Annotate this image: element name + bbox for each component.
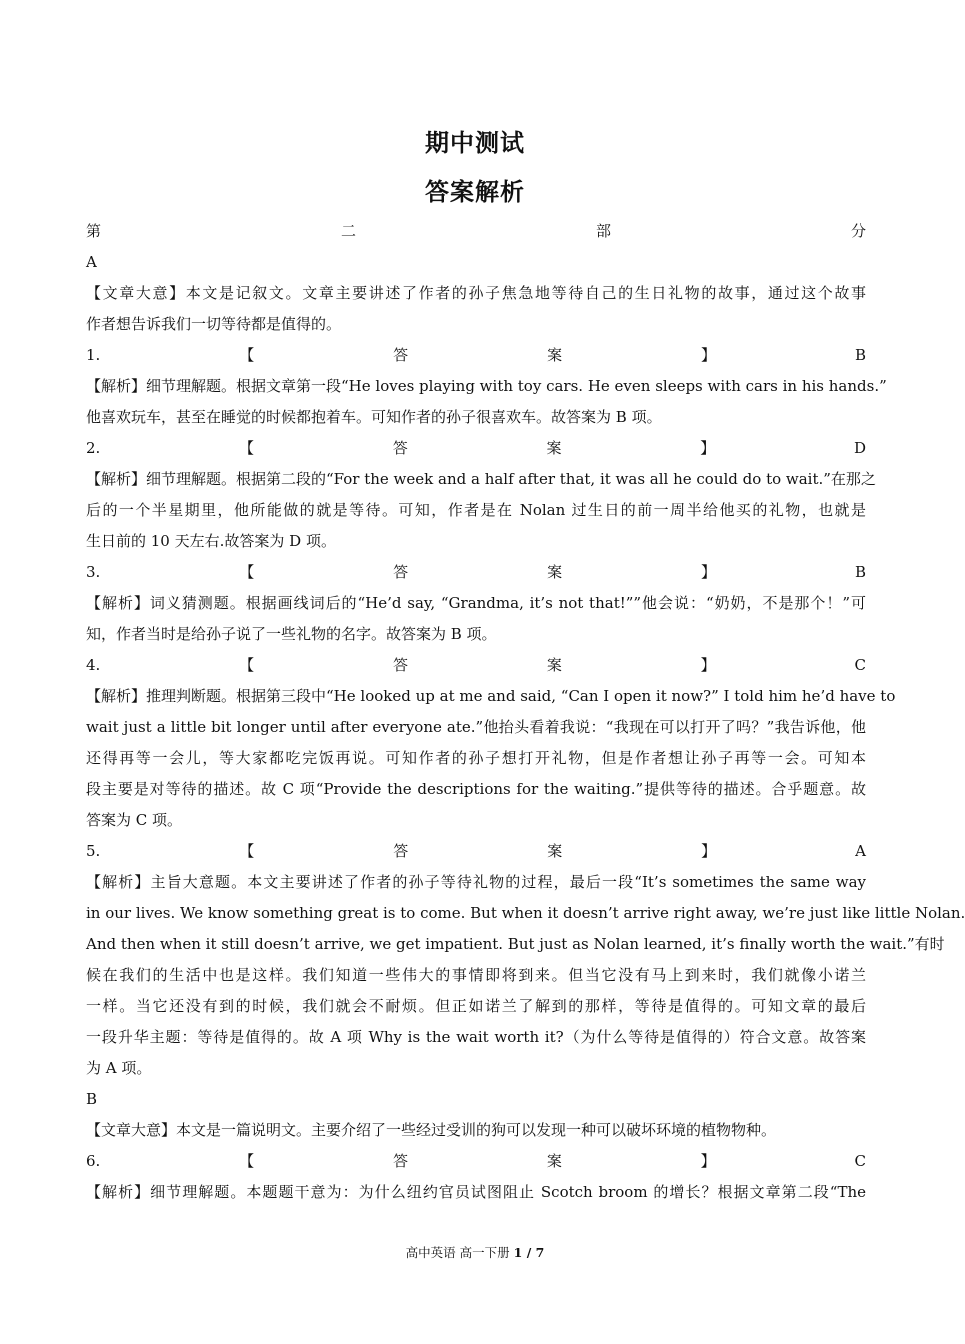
text-line: 【解析】词义猜测题。根据画线词后的“He’d say, “Grandma, it’s not that!””他会说：“奶奶，不是那个！”可 bbox=[86, 594, 866, 612]
text-line: 1.【答案】B bbox=[86, 346, 866, 364]
text-line: 【解析】细节理解题。根据文章第一段“He loves playing with toy cars. He even sleeps with cars in his hands.” bbox=[86, 377, 887, 395]
text-line: in our lives. We know something great is to come. But when it doesn’t arrive right away, we’re just like little Nolan. bbox=[86, 904, 965, 922]
text-line: 一样。当它还没有到的时候，我们就会不耐烦。但正如诺兰了解到的那样，等待是值得的。可知文章的最后 bbox=[86, 997, 866, 1015]
text-line: 【文章大意】本文是记叙文。文章主要讲述了作者的孙子焦急地等待自己的生日礼物的故事，通过这个故事 bbox=[86, 284, 866, 302]
text-line: 后的一个半星期里，他所能做的就是等待。可知，作者是在 Nolan 过生日的前一周半给他买的礼物，也就是 bbox=[86, 501, 866, 519]
text-line: wait just a little bit longer until after everyone ate.”他抬头看着我说：“我现在可以打开了吗？”我告诉他，他 bbox=[86, 718, 866, 736]
text-line: 还得再等一会儿，等大家都吃完饭再说。可知作者的孙子想打开礼物，但是作者想让孙子再等一会。可知本 bbox=[86, 749, 866, 767]
text-line: 【解析】主旨大意题。本文主要讲述了作者的孙子等待礼物的过程，最后一段“It’s sometimes the same way bbox=[86, 873, 866, 891]
text-line: 答案为 C 项。 bbox=[86, 811, 183, 829]
text-line: 【解析】细节理解题。根据第二段的“For the week and a half after that, it was all he could do to wait.”在那之 bbox=[86, 470, 876, 488]
document-body bbox=[86, 216, 965, 1208]
text-line: 生日前的 10 天左右.故答案为 D 项。 bbox=[86, 532, 336, 550]
text-line: A bbox=[86, 253, 97, 271]
text-line: 段主要是对等待的描述。故 C 项“Provide the descriptions for the waiting.”提供等待的描述。合乎题意。故 bbox=[86, 780, 866, 798]
text-line: 【文章大意】本文是一篇说明文。主要介绍了一些经过受训的狗可以发现一种可以破坏环境的植物物种。 bbox=[86, 1121, 777, 1139]
text-line: 【解析】推理判断题。根据第三段中“He looked up at me and said, “Can I open it now?” I told him he’d have to bbox=[86, 687, 896, 705]
page-title: 期中测试 bbox=[425, 129, 525, 157]
text-line: 一段升华主题：等待是值得的。故 A 项 Why is the wait worth it?（为什么等待是值得的）符合文意。故答案 bbox=[86, 1028, 866, 1046]
text-line: And then when it still doesn’t arrive, we get impatient. But just as Nolan learned, it’s finally worth the wait.”有时 bbox=[86, 935, 945, 953]
text-line: 【解析】细节理解题。本题题干意为：为什么纽约官员试图阻止 Scotch broom 的增长？根据文章第二段“The bbox=[86, 1183, 866, 1201]
page-subtitle: 答案解析 bbox=[425, 178, 525, 206]
text-line: 他喜欢玩车，甚至在睡觉的时候都抱着车。可知作者的孙子很喜欢车。故答案为 B 项。 bbox=[86, 408, 662, 426]
text-line: 第二部分 bbox=[86, 222, 866, 240]
text-line: 6.【答案】C bbox=[86, 1152, 866, 1170]
text-line: 候在我们的生活中也是这样。我们知道一些伟大的事情即将到来。但当它没有马上到来时，我们就像小诺兰 bbox=[86, 966, 866, 984]
footer-subject: 高中英语 高一下册 bbox=[405, 1245, 510, 1260]
text-line: 5.【答案】A bbox=[86, 842, 866, 860]
text-line: 作者想告诉我们一切等待都是值得的。 bbox=[86, 315, 342, 333]
text-line: 知，作者当时是给孙子说了一些礼物的名字。故答案为 B 项。 bbox=[86, 625, 497, 643]
text-line: B bbox=[86, 1090, 98, 1108]
text-line: 2.【答案】D bbox=[86, 439, 866, 457]
page-number: 1 / 7 bbox=[513, 1245, 545, 1260]
text-line: 为 A 项。 bbox=[86, 1059, 152, 1077]
text-line: 4.【答案】C bbox=[86, 656, 866, 674]
page-footer bbox=[0, 1243, 950, 1261]
text-line: 3.【答案】B bbox=[86, 563, 866, 581]
